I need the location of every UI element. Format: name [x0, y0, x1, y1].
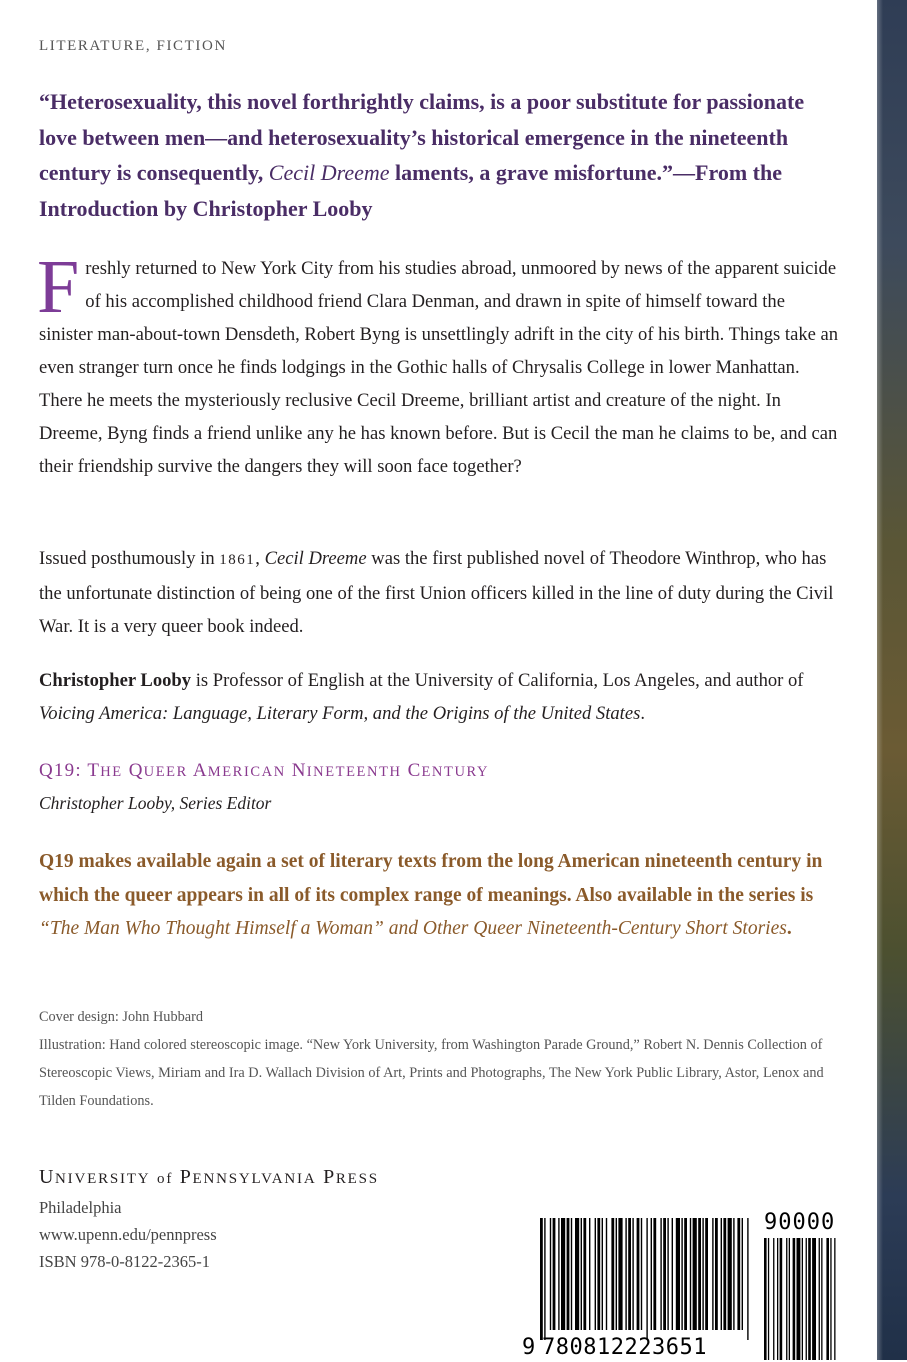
series-prefix: Q19: — [39, 760, 88, 781]
barcode-bar — [618, 1218, 622, 1330]
publisher-word-4-initial: P — [323, 1166, 336, 1188]
barcode-bar — [544, 1218, 545, 1340]
quote-text-end: laments, a grave misfortune.”—From the Introduction by Christopher Looby — [39, 160, 783, 221]
series-word-4-rest: INETEENTH — [306, 764, 402, 780]
barcode-bar — [597, 1218, 600, 1330]
addon-bar — [812, 1238, 816, 1360]
editor-name: Christopher Looby — [39, 670, 192, 691]
addon-bar — [826, 1238, 829, 1360]
editor-book-title: Voicing America: Language, Literary Form, and the Origins of the United States — [39, 703, 641, 724]
history-text-start: Issued posthumously in — [39, 548, 220, 569]
drop-cap: F — [37, 245, 80, 329]
description-text: reshly returned to New York City from his studies abroad, unmoored by news of the apparent suicide of his accomplished childhood friend Clara Denman, and drawn in spite of himself toward the sinister man-about-town Densdeth, Robert Byng is unsettlingly adrift in the city of his birth. Things take an even stranger turn once he finds lodgings in the Gothic halls of Chrysalis College in lower Manhattan. There he meets the mysteriously reclusive Cecil Dreeme, brilliant artist and creature of the night. In Dreeme, Byng finds a friend unlike any he has known before. But is Cecil the man he claims to be, and can their friendship survive the dangers they will soon face together? — [39, 258, 839, 477]
barcode-bar — [637, 1218, 640, 1330]
series-word-1-initial: T — [87, 760, 101, 781]
history-text-end: was the first published novel of Theodore Winthrop, who has the unfortunate distinction of being one of the first Union officers killed in the line of duty during the Civil War. It is a very queer book indeed. — [39, 548, 834, 637]
publisher-city: Philadelphia — [39, 1198, 122, 1217]
barcode-bar — [575, 1218, 579, 1330]
quote-text-start: “Heterosexuality, this novel forthrightly claims, is a poor substitute for passionate love between men—and heterosexuality’s historical emergence in the nineteenth century is consequently, — [39, 89, 805, 185]
barcode-bar — [581, 1218, 582, 1330]
illustration-credit: Illustration: Hand colored stereoscopic image. “New York University, from Washington Parade Ground,” Robert N. Dennis Collection of Stereoscopic Views, Miriam and Ira D. Wallach Division of Art, Prints and Photographs, The New York Public Library, Astor, Lenox and Tilden Foundations. — [39, 1037, 824, 1109]
series-companion-title: “The Man Who Thought Himself a Woman” and Other Queer Nineteenth-Century Short Stories — [39, 918, 787, 939]
series-description — [39, 845, 839, 946]
barcode-bar — [712, 1218, 713, 1330]
addon-bar — [797, 1238, 801, 1360]
publication-year: 1861 — [219, 552, 256, 568]
series-word-2-rest: UEER — [143, 764, 188, 780]
addon-bar — [806, 1238, 807, 1360]
barcode-bar — [653, 1218, 656, 1330]
addon-bar — [830, 1238, 831, 1360]
barcode-bar — [698, 1218, 701, 1330]
category-label: LITERATURE, FICTION — [39, 38, 227, 54]
barcode-bar — [667, 1218, 668, 1330]
addon-bar — [768, 1238, 769, 1360]
barcode-bar — [660, 1218, 661, 1330]
barcode-bar — [715, 1218, 718, 1330]
isbn: ISBN 978-0-8122-2365-1 — [39, 1252, 210, 1271]
series-desc-text: Q19 makes available again a set of literary texts from the long American nineteenth century in which the queer appears in all of its complex range of meanings. Also available in the series is — [39, 851, 823, 906]
publisher-name — [39, 1166, 379, 1189]
credits — [39, 1003, 839, 1115]
barcode-bar — [625, 1218, 626, 1330]
addon-bar — [786, 1238, 787, 1360]
barcode-bar — [742, 1218, 743, 1330]
editor-bio-end: . — [640, 703, 645, 724]
series-word-3-rest: MERICAN — [207, 764, 286, 780]
barcode-price-addon: 90000 — [764, 1210, 836, 1235]
barcode-bar — [702, 1218, 703, 1330]
barcode-bar — [676, 1218, 680, 1330]
barcode-bar — [723, 1218, 726, 1330]
barcode-bar — [571, 1218, 572, 1330]
addon-bar — [793, 1238, 796, 1360]
barcode-bar — [681, 1218, 682, 1330]
series-word-4-initial: N — [291, 760, 307, 781]
barcode-lead-digit: 9 — [522, 1335, 536, 1360]
addon-bar — [802, 1238, 803, 1360]
publisher-word-4-rest: RESS — [335, 1171, 379, 1187]
publisher-word-1-rest: NIVERSITY — [55, 1171, 151, 1187]
publisher-url: www.upenn.edu/pennpress — [39, 1225, 217, 1244]
barcode-bar — [540, 1218, 543, 1340]
barcode-bar — [663, 1218, 666, 1330]
barcode-bar — [611, 1218, 614, 1330]
addon-bar — [819, 1238, 820, 1360]
barcode-bar — [690, 1218, 691, 1330]
barcode-bar — [632, 1218, 633, 1330]
barcode-bar — [693, 1218, 697, 1330]
isbn-barcode — [518, 1210, 840, 1362]
addon-bar — [780, 1238, 783, 1360]
publication-history — [39, 542, 839, 643]
barcode-bar — [553, 1218, 556, 1330]
addon-bar — [789, 1238, 790, 1360]
barcode-bar — [602, 1218, 603, 1330]
barcode-bar — [705, 1218, 708, 1330]
series-desc-end: . — [786, 918, 792, 939]
editor-bio-text: is Professor of English at the University of California, Los Angeles, and author of — [191, 670, 804, 691]
history-italic-title: Cecil Dreeme — [264, 548, 367, 569]
barcode-bar — [728, 1218, 732, 1330]
barcode-bar — [628, 1218, 631, 1330]
publisher-word-2: of — [157, 1171, 174, 1187]
series-word-1-rest: HE — [100, 764, 123, 780]
series-word-5-rest: ENTURY — [421, 764, 490, 780]
barcode-bar — [646, 1218, 647, 1340]
publisher-word-3-rest: ENNSYLVANIA — [192, 1171, 317, 1187]
barcode-bar — [550, 1218, 551, 1330]
addon-bar — [821, 1238, 822, 1360]
series-editor: Christopher Looby, Series Editor — [39, 793, 272, 813]
quote-italic-title: Cecil Dreeme — [268, 160, 390, 185]
barcode-bar — [672, 1218, 673, 1330]
barcode-digits: 780812223651 — [542, 1335, 707, 1360]
barcode-bar — [561, 1218, 565, 1330]
publisher-word-1-initial: U — [39, 1166, 56, 1188]
addon-bar — [764, 1238, 767, 1360]
barcode-bar — [583, 1218, 586, 1330]
series-title — [39, 760, 489, 782]
publisher-word-3-initial: P — [179, 1166, 193, 1188]
introduction-quote — [39, 84, 829, 226]
addon-bar — [834, 1238, 835, 1360]
addon-bar — [773, 1238, 774, 1360]
cover-design-credit: Cover design: John Hubbard — [39, 1009, 203, 1025]
barcode-bar — [595, 1218, 596, 1330]
barcode-bar — [589, 1218, 590, 1330]
barcode-bar — [616, 1218, 617, 1330]
cover-art-edge — [877, 0, 907, 1360]
history-comma: , — [255, 548, 265, 569]
book-description — [37, 245, 839, 483]
barcode-bar — [567, 1218, 570, 1330]
barcode-bar — [721, 1218, 722, 1330]
addon-bar — [777, 1238, 778, 1360]
barcode-bar — [684, 1218, 687, 1330]
addon-bar — [808, 1238, 811, 1360]
series-word-2-initial: Q — [128, 760, 144, 781]
barcode-bar — [558, 1218, 559, 1330]
series-word-5-initial: C — [407, 760, 422, 781]
barcode-bar — [641, 1218, 642, 1330]
barcode-bar — [733, 1218, 734, 1330]
barcode-bar — [737, 1218, 740, 1330]
editor-bio — [39, 664, 839, 730]
barcode-bar — [606, 1218, 607, 1330]
barcode-bar — [651, 1218, 652, 1330]
barcode-bar — [747, 1218, 748, 1340]
series-word-3-initial: A — [192, 760, 208, 781]
